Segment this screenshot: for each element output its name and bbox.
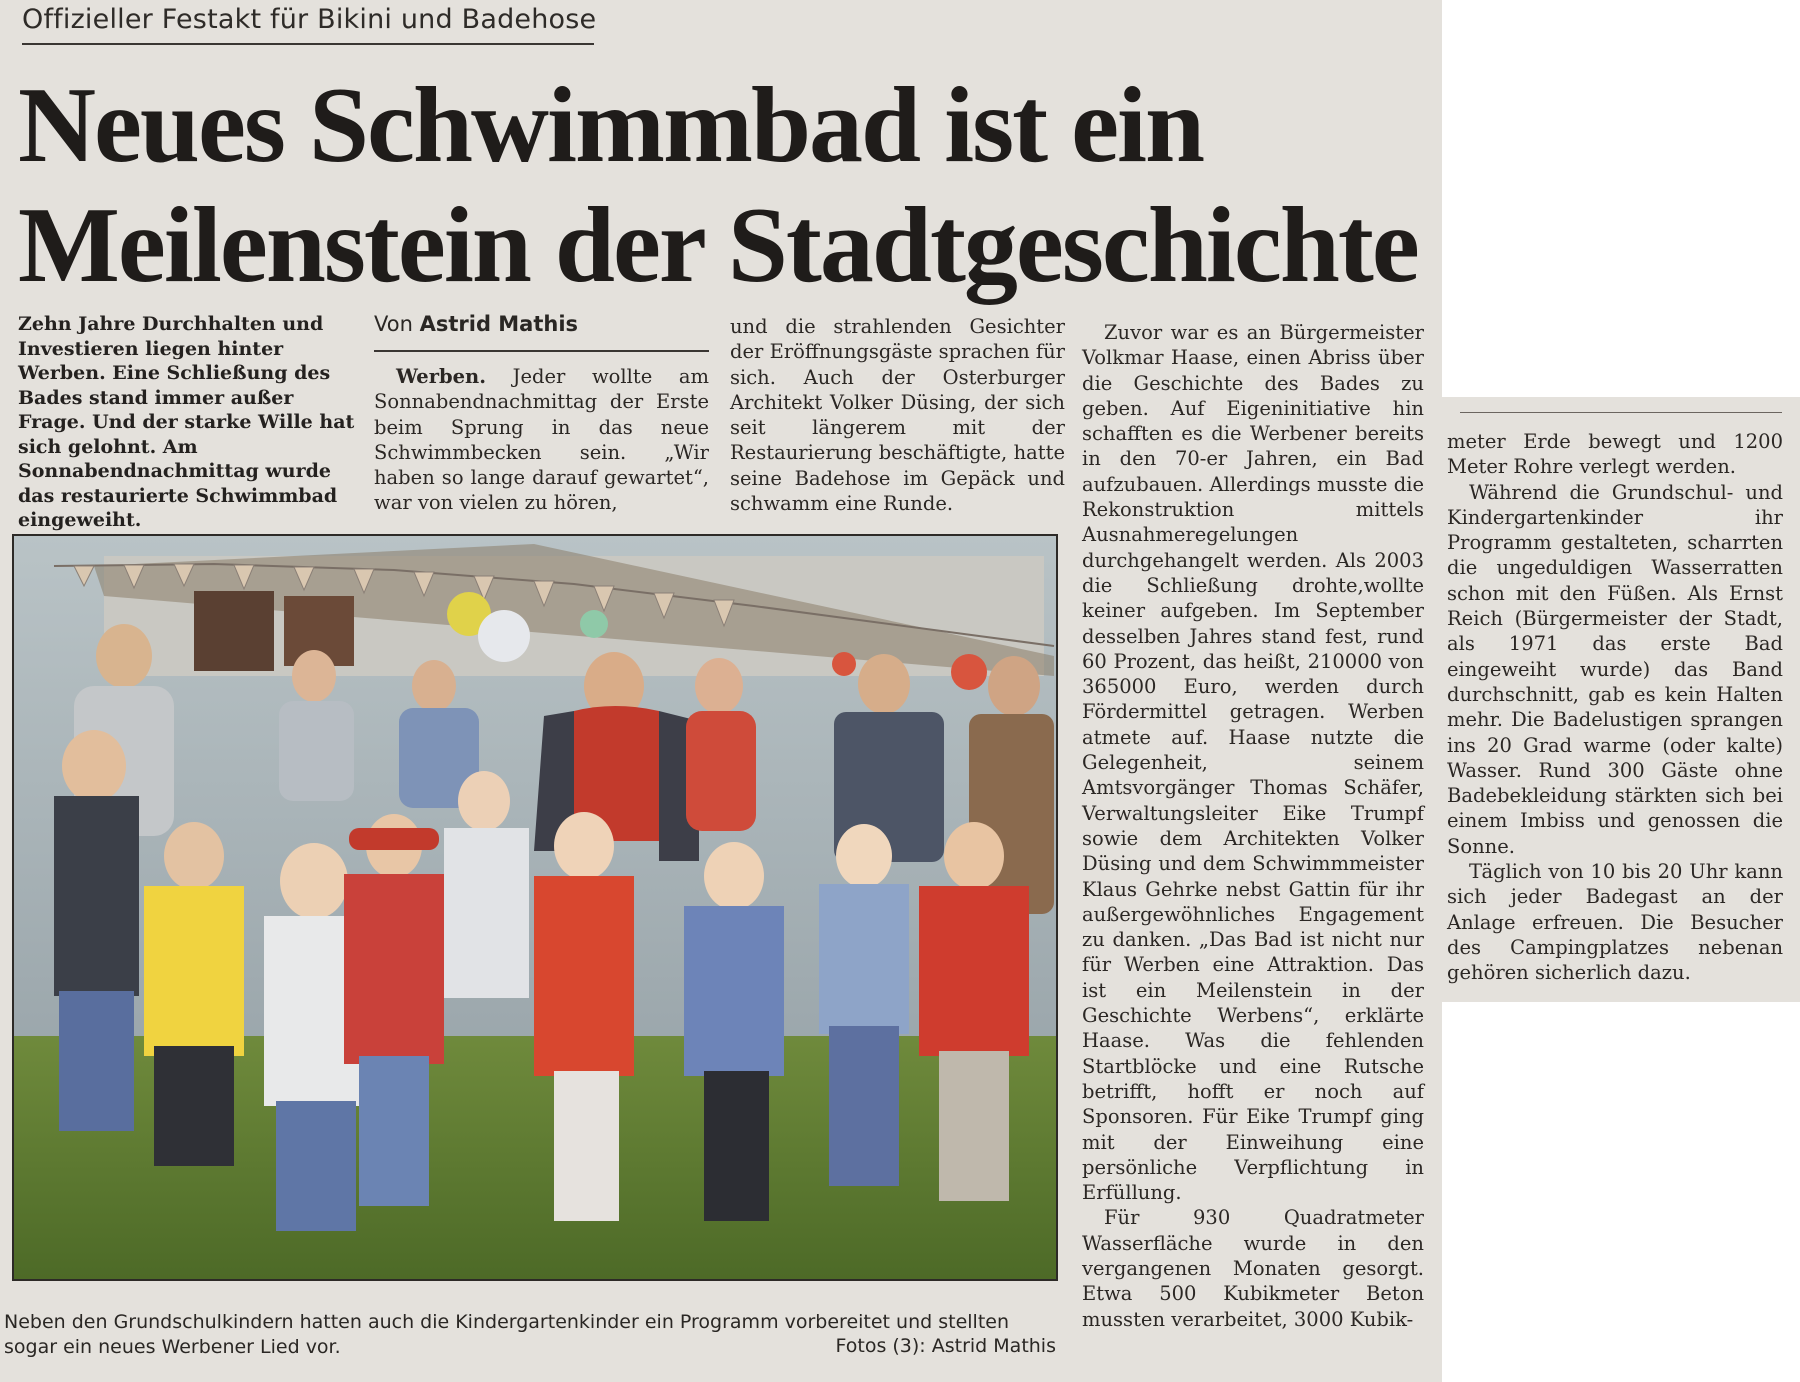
- body-paragraph: und die strahlenden Gesichter der Eröffnungsgäste sprachen für sich. Auch der Osterburger Architekt Volker Düsing, der sich seit längerem mit der Restaurierung beschäftigte, hatte seine Badehose im Gepäck und schwamm eine Runde.: [730, 315, 1065, 516]
- side-column-divider: [1460, 412, 1782, 413]
- body-paragraph: Während die Grundschul- und Kindergartenkinder ihr Programm gestalteten, scharrten die ungeduldigen Wasserratten schon mit den Füßen. Als Ernst Reich (Bürgermeister der Stadt, als 1971 das erste Bad eingeweiht wurde) das Band durchschnitt, gab es kein Halten mehr. Die Badelustigen sprangen ins 20 Grad warme (oder kalte) Wasser. Rund 300 Gäste ohne Badebekleidung stärkten sich bei einem Imbiss und genossen die Sonne.: [1447, 480, 1783, 858]
- body-text: Jeder wollte am Sonnabendnachmittag der Erste beim Sprung in das neue Schwimmbecken sein. „Wir haben so lange darauf gewartet“, war von vielen zu hören,: [374, 365, 710, 515]
- body-paragraph: Zuvor war es an Bürgermeister Volkmar Haase, einen Abriss über die Geschichte des Bades zu geben. Auf Eigeninitiative hin schafften es die Werbener bereits in den 70-er Jahren, ein Bad aufzubauen. Allerdings musste die Rekonstruktion mittels Ausnahmeregelungen durchgehangelt werden. Als 2003 die Schließung drohte,wollte keiner aufgeben. Im September desselben Jahres stand fest, rund 60 Prozent, das heißt, 210000 von 365000 Euro, werden durch Fördermittel getragen. Werben atmete auf. Haase nutzte die Gelegenheit, seinem Amtsvorgänger Thomas Schäfer, Verwaltungsleiter Eike Trumpf sowie dem Architekten Volker Düsing und dem Schwimmmeister Klaus Gehrke nebst Gattin für ihr außergewöhnliches Engagement zu danken. „Das Bad ist nicht nur für Werben eine Attraktion. Das ist ein Meilenstein in der Geschichte Werbens“, erklärte Haase. Was die fehlenden Startblöcke und eine Rutsche betrifft, hofft er noch auf Sponsoren. Für Eike Trumpf ging mit der Einweihung eine persönliche Verpflichtung in Erfüllung.: [1082, 321, 1424, 1205]
- body-column-2: [730, 314, 1065, 516]
- photo-illustration: [14, 536, 1056, 1279]
- article-headline: [18, 66, 1438, 306]
- dateline: Werben.: [396, 365, 486, 388]
- photo-credit: Fotos (3): Astrid Mathis: [835, 1335, 1056, 1357]
- byline-divider: [374, 350, 709, 352]
- article-byline: [374, 312, 709, 336]
- byline-author: Astrid Mathis: [419, 312, 579, 336]
- body-paragraph: [374, 364, 709, 516]
- photo-caption: Neben den Grundschulkindern hatten auch die Kindergartenkinder ein Programm vorbereitet und stellten sogar ein neues Werbener Lied vor.: [4, 1311, 1009, 1358]
- body-column-3: [1082, 320, 1424, 1332]
- article-kicker: Offizieller Festakt für Bikini und Badehose: [22, 4, 597, 35]
- body-paragraph: Täglich von 10 bis 20 Uhr kann sich jeder Badegast an der Anlage erfreuen. Die Besucher des Campingplatzes nebenan gehören sicherlich dazu.: [1447, 860, 1783, 985]
- headline-line-2: Meilenstein der Stadtgeschichte: [18, 186, 1418, 305]
- kicker-divider: [22, 43, 594, 45]
- article-photo: [12, 534, 1058, 1281]
- body-column-1: [374, 364, 709, 516]
- headline-line-1: Neues Schwimmbad ist ein: [18, 66, 1204, 185]
- body-column-4: [1447, 429, 1783, 986]
- article-teaser: Zehn Jahre Durchhalten und Investieren liegen hinter Werben. Eine Schließung des Bades stand immer außer Frage. Und der starke Wille hat sich gelohnt. Am Sonnabendnachmittag wurde das restaurierte Schwimmbad eingeweiht.: [18, 313, 355, 531]
- body-paragraph: meter Erde bewegt und 1200 Meter Rohre verlegt werden.: [1447, 430, 1783, 479]
- body-paragraph: Für 930 Quadratmeter Wasserfläche wurde in den vergangenen Monaten gesorgt. Etwa 500 Kubikmeter Beton mussten verarbeitet, 3000 Kubik-: [1082, 1206, 1424, 1331]
- byline-prefix: Von: [374, 312, 413, 336]
